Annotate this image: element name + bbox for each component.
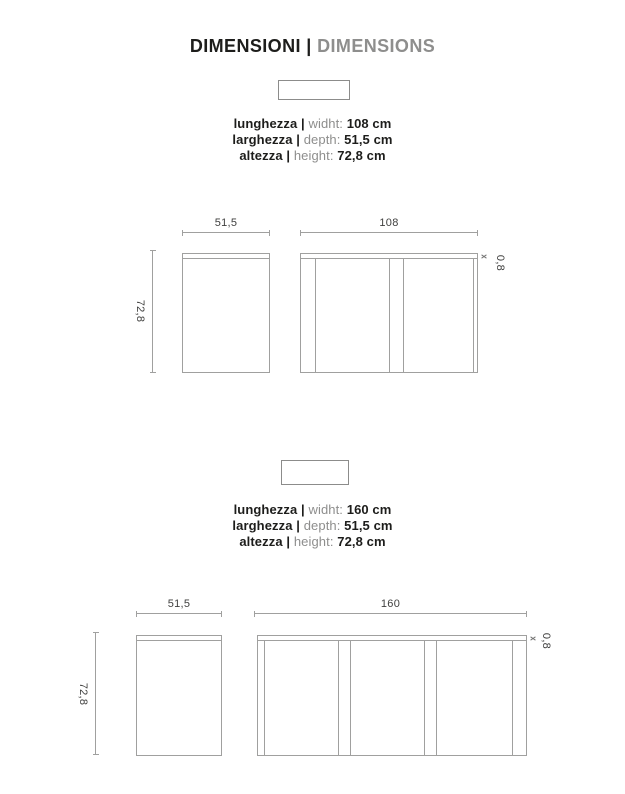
length-dimension-line [254, 613, 527, 614]
spec-line-length: lunghezza | widht: 108 cm [233, 116, 392, 131]
page-title-english: DIMENSIONS [311, 36, 436, 56]
depth-dimension-label: 51,5 [167, 598, 191, 610]
side-view-drawing [182, 253, 270, 373]
leg-panel [424, 640, 437, 755]
tabletop-edge [183, 254, 269, 259]
depth-dimension-line [136, 613, 222, 614]
depth-dimension-label: 51,5 [214, 217, 238, 229]
leg-panel [389, 258, 404, 372]
page-title-italian: DIMENSIONI | [189, 36, 312, 56]
leg-panel [301, 258, 316, 372]
length-dimension-label: 108 [379, 217, 399, 229]
depth-dimension-line [182, 232, 270, 233]
spec-line-length: lunghezza | widht: 160 cm [233, 502, 392, 517]
spec-block-160 [0, 502, 625, 550]
spec-line-height: altezza | height: 72,8 cm [239, 534, 386, 549]
leg-panel [473, 258, 477, 372]
leg-panel [258, 640, 265, 755]
tabletop-edge [137, 636, 221, 641]
spec-line-depth: larghezza | depth: 51,5 cm [232, 518, 393, 533]
thickness-tick-icon [481, 253, 487, 259]
spec-block-108 [0, 116, 625, 164]
page-title [0, 36, 625, 57]
height-dimension-line [152, 250, 153, 373]
spec-line-depth: larghezza | depth: 51,5 cm [232, 132, 393, 147]
table-top-view-icon [278, 80, 350, 100]
leg-panel [512, 640, 526, 755]
table-top-view-icon [281, 460, 349, 485]
length-dimension-line [300, 232, 478, 233]
height-dimension-line [95, 632, 96, 755]
thickness-dimension-label: 0,8 [494, 254, 506, 272]
thickness-dimension-label: 0,8 [540, 632, 552, 650]
height-dimension-label: 72,8 [134, 299, 146, 323]
height-dimension-label: 72,8 [77, 682, 89, 706]
length-dimension-label: 160 [380, 598, 401, 610]
spec-line-height: altezza | height: 72,8 cm [239, 148, 386, 163]
front-view-drawing [300, 253, 478, 373]
thickness-tick-icon [530, 635, 536, 641]
front-view-drawing [257, 635, 527, 756]
leg-panel [338, 640, 351, 755]
tabletop-edge [258, 636, 526, 641]
side-view-drawing [136, 635, 222, 756]
